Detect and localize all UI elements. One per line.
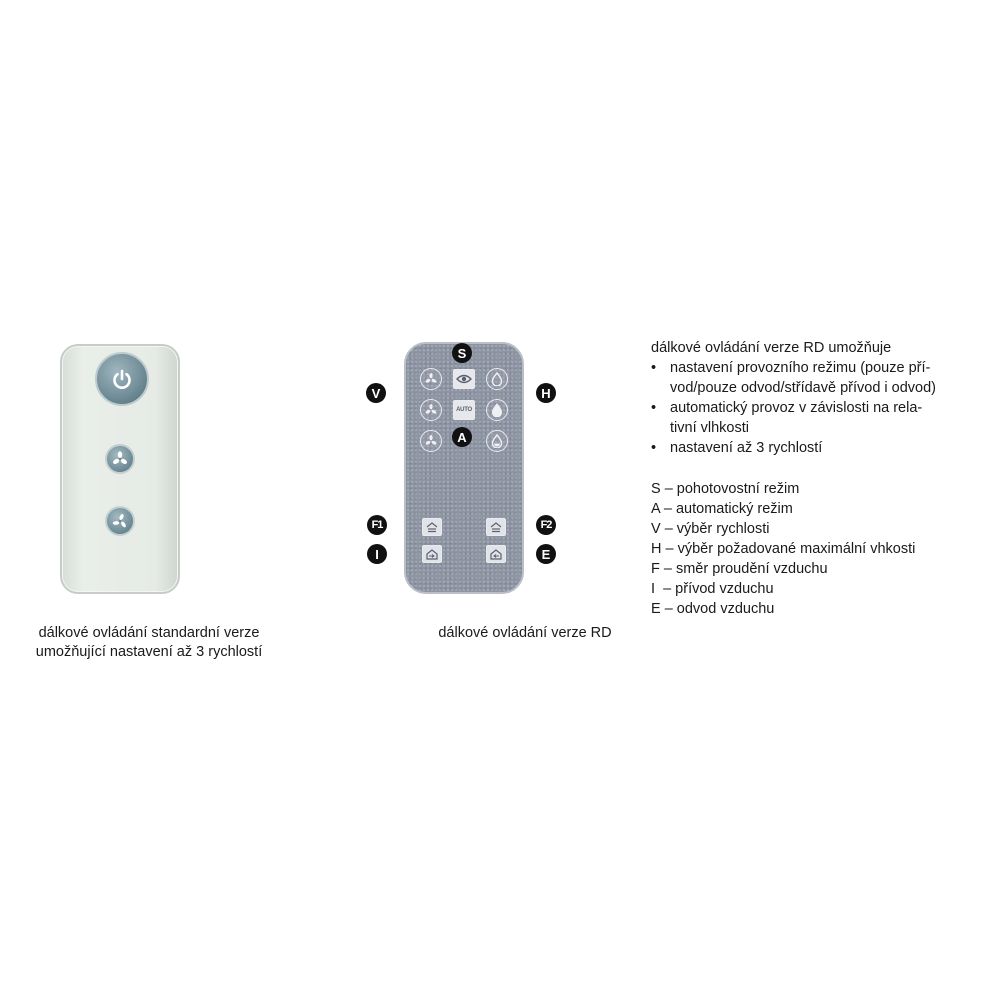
feature-line: automatický provoz v závislosti na rela-	[670, 400, 923, 416]
supply-air-icon	[425, 548, 439, 560]
legend-row: E – odvod vzduchu	[651, 601, 775, 617]
feature-list	[651, 358, 991, 458]
feature-item	[651, 438, 991, 458]
fan-speed-button-rd-1[interactable]	[420, 368, 442, 390]
drop-icon	[491, 372, 503, 386]
supply-air-button[interactable]	[422, 545, 442, 563]
feature-line: nastavení až 3 rychlostí	[670, 440, 823, 456]
drop-icon	[491, 434, 503, 448]
power-icon	[109, 366, 135, 392]
fan-speed-button-rd-2[interactable]	[420, 399, 442, 421]
power-button[interactable]	[95, 352, 149, 406]
fan-icon	[424, 403, 438, 417]
fan-icon	[111, 512, 129, 530]
standard-remote	[60, 344, 180, 594]
legend-row: S – pohotovostní režim	[651, 481, 800, 497]
rd-description	[651, 338, 991, 458]
bullet: •	[651, 440, 657, 456]
fan-icon	[424, 372, 438, 386]
bullet: •	[651, 400, 657, 416]
flow-direction-button-2[interactable]	[486, 518, 506, 536]
feature-item	[651, 398, 991, 438]
exhaust-air-button[interactable]	[486, 545, 506, 563]
legend-row: I – přívod vzduchu	[651, 581, 774, 597]
marker-h: H	[536, 383, 556, 403]
auto-button[interactable]	[453, 400, 475, 420]
legend-row: H – výběr požadované maximální vhkosti	[651, 541, 916, 557]
rd-remote	[404, 342, 524, 594]
caption-line: umožňující nastavení až 3 rychlostí	[35, 644, 263, 660]
bullet: •	[651, 360, 657, 376]
fan-speed-button-1[interactable]	[105, 444, 135, 474]
standard-remote-caption	[20, 624, 278, 662]
rd-remote-caption: dálkové ovládání verze RD	[438, 625, 612, 641]
exhaust-air-icon	[489, 548, 503, 560]
humidity-button-2[interactable]	[486, 399, 508, 421]
legend-row: V – výběr rychlosti	[651, 521, 770, 537]
marker-e: E	[536, 544, 556, 564]
marker-v: V	[366, 383, 386, 403]
button-legend	[651, 479, 991, 619]
flow-direction-icon	[489, 521, 503, 533]
legend-row: F – směr proudění vzduchu	[651, 561, 828, 577]
feature-item	[651, 358, 991, 398]
fan-speed-button-2[interactable]	[105, 506, 135, 536]
marker-f2: F2	[536, 515, 556, 535]
caption-line: dálkové ovládání standardní verze	[38, 625, 260, 641]
humidity-button-3[interactable]	[486, 430, 508, 452]
fan-speed-button-rd-3[interactable]	[420, 430, 442, 452]
flow-direction-button-1[interactable]	[422, 518, 442, 536]
auto-label: AUTO	[456, 407, 472, 413]
marker-s: S	[452, 343, 472, 363]
drop-icon	[491, 403, 503, 417]
fan-icon	[111, 450, 129, 468]
description-intro: dálkové ovládání verze RD umožňuje	[651, 340, 892, 356]
legend-row: A – automatický režim	[651, 501, 793, 517]
eye-icon	[456, 373, 472, 385]
humidity-button-1[interactable]	[486, 368, 508, 390]
marker-f1: F1	[367, 515, 387, 535]
flow-direction-icon	[425, 521, 439, 533]
marker-i: I	[367, 544, 387, 564]
feature-line: nastavení provozního režimu (pouze pří-	[670, 360, 931, 376]
standby-button[interactable]	[453, 369, 475, 389]
fan-icon	[424, 434, 438, 448]
marker-a: A	[452, 427, 472, 447]
feature-line: vod/pouze odvod/střídavě přívod i odvod)	[670, 380, 936, 396]
feature-line: tivní vlhkosti	[670, 420, 749, 436]
